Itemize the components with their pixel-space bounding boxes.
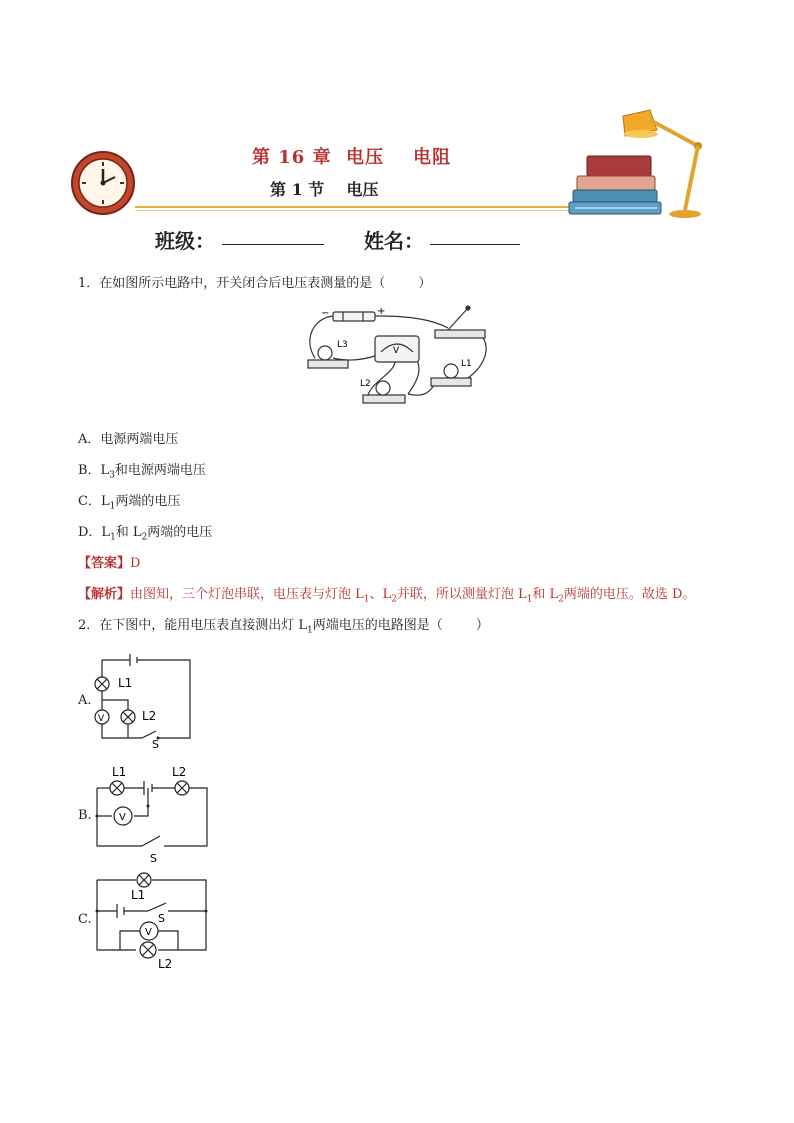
header-divider (135, 206, 575, 208)
q1-fig-plus-label: + (377, 306, 386, 317)
q2-c-l2-label: L2 (158, 957, 173, 971)
q2-b-s-label: S (150, 852, 157, 865)
q1-option-d: D．$L_1$和 $L_2$两端的电压 (78, 525, 213, 543)
q1-fig-l1-label: L1 (461, 359, 472, 369)
q2-a-l1-label: L1 (118, 676, 133, 690)
q1-answer: 【答案】D (78, 556, 141, 571)
q2-option-a-label: A. (78, 693, 92, 708)
q2-option-c-label: C. (78, 912, 92, 927)
q1-circuit-figure (303, 300, 495, 412)
q1-option-a: A．电源两端电压 (78, 432, 179, 447)
class-input-line[interactable] (222, 244, 324, 245)
chapter-title: 第 16 章 电压 电阻 (252, 147, 452, 168)
desk-lamp-books-icon (565, 98, 715, 223)
q1-stem: 1．在如图所示电路中，开关闭合后电压表测量的是（ ） (78, 276, 432, 291)
header-divider-thin (135, 210, 575, 211)
q2-c-l1-label: L1 (131, 888, 146, 902)
q1-option-c: C．$L_1$两端的电压 (78, 494, 181, 512)
class-label: 班级： (155, 229, 215, 253)
clock-icon (70, 150, 138, 216)
name-label: 姓名： (364, 229, 424, 253)
q2-stem: 2．在下图中，能用电压表直接测出灯 $L_1$两端电压的电路图是（ ） (78, 618, 489, 636)
q2-b-v-label: V (119, 812, 126, 823)
q2-a-l2-label: L2 (142, 709, 157, 723)
q2-c-v-label: V (145, 927, 152, 938)
q1-analysis: 【解析】由图知，三个灯泡串联，电压表与灯泡 $L_1$、$L_2$并联，所以测量灯泡 $L_1$和 $L_2$两端的电压。故选 D。 (78, 587, 696, 605)
section-title: 第 1 节 电压 (270, 180, 379, 199)
q2-b-l1-label: L1 (112, 765, 127, 779)
q2-option-b-circuit (92, 762, 212, 866)
q1-fig-minus-label: − (321, 308, 330, 319)
name-input-line[interactable] (430, 244, 520, 245)
q1-option-b: B．$L_3$和电源两端电压 (78, 463, 206, 481)
q1-fig-meter-label: V (393, 346, 400, 356)
q2-a-v-label: V (98, 714, 105, 724)
q2-option-c-circuit (92, 866, 217, 972)
q2-option-a-circuit (92, 650, 202, 750)
q1-fig-l2-label: L2 (360, 379, 371, 389)
q1-fig-l3-label: L3 (337, 340, 348, 350)
q2-c-s-label: S (158, 912, 165, 925)
q2-option-b-label: B. (78, 808, 92, 823)
q2-b-l2-label: L2 (172, 765, 187, 779)
q2-a-s-label: S (152, 738, 159, 750)
